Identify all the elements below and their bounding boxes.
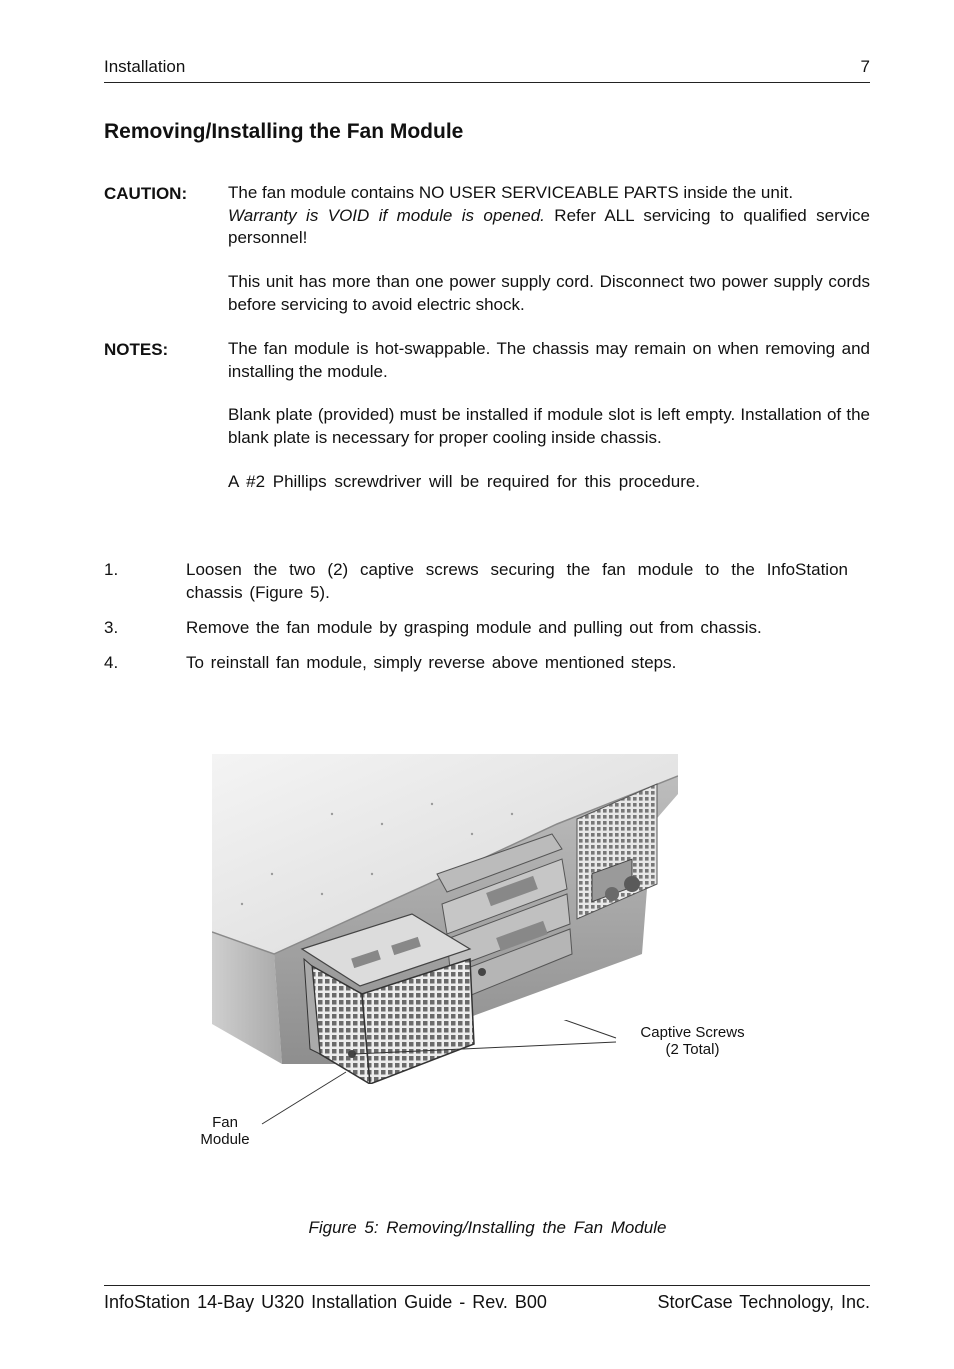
page-number: 7 (860, 57, 870, 76)
fan-leader-line (262, 1072, 346, 1124)
caution-text-1: The fan module contains NO USER SERVICEABLE PARTS inside the unit. (228, 183, 794, 202)
captive-screws-callout (620, 1024, 765, 1058)
header-section: Installation (104, 57, 186, 76)
step-text: Remove the fan module by grasping module and pulling out from chassis. (186, 618, 762, 637)
screw-leader-line-1 (480, 1020, 616, 1038)
page-title: Removing/Installing the Fan Module (104, 120, 464, 143)
callout-text: Captive Screws (640, 1024, 745, 1041)
step-number: 4. (104, 653, 119, 672)
footer-rule (104, 1285, 870, 1286)
screw-leader-line-2 (354, 1042, 616, 1054)
warranty-warning: Warranty is VOID if module is opened. (228, 205, 545, 225)
fan-module-callout (190, 1114, 260, 1148)
step-text: Loosen the two (2) captive screws securing the fan module to the InfoStation chassis (Figure 5). (186, 560, 848, 602)
notes-label: NOTES: (104, 340, 169, 359)
step-number: 3. (104, 618, 119, 637)
notes-paragraph-2: Blank plate (provided) must be installed if module slot is left empty. Installation of the blank plate is necessary for proper cooling inside chassis. (228, 405, 870, 447)
footer-company: StorCase Technology, Inc. (657, 1292, 870, 1312)
footer-document-title: InfoStation 14-Bay U320 Installation Guide - Rev. B00 (104, 1292, 547, 1312)
header-rule (104, 82, 870, 83)
figure-caption: Figure 5: Removing/Installing the Fan Module (308, 1218, 667, 1237)
callout-text: (2 Total) (665, 1041, 720, 1058)
notes-paragraph-3: A #2 Phillips screwdriver will be required for this procedure. (228, 472, 701, 491)
caution-text-2: Refer ALL servicing to qualified service personnel! (228, 205, 870, 247)
caution-paragraph-1 (228, 182, 870, 250)
callout-text: Fan (212, 1114, 238, 1131)
caution-paragraph-2: This unit has more than one power supply cord. Disconnect two power supply cords before servicing to avoid electric shock. (228, 272, 870, 314)
step-text: To reinstall fan module, simply reverse above mentioned steps. (186, 653, 677, 672)
caution-label: CAUTION: (104, 184, 188, 203)
step-number: 1. (104, 560, 119, 579)
notes-paragraph-1: The fan module is hot-swappable. The chassis may remain on when removing and installing the module. (228, 339, 870, 381)
callout-text: Module (200, 1131, 250, 1148)
